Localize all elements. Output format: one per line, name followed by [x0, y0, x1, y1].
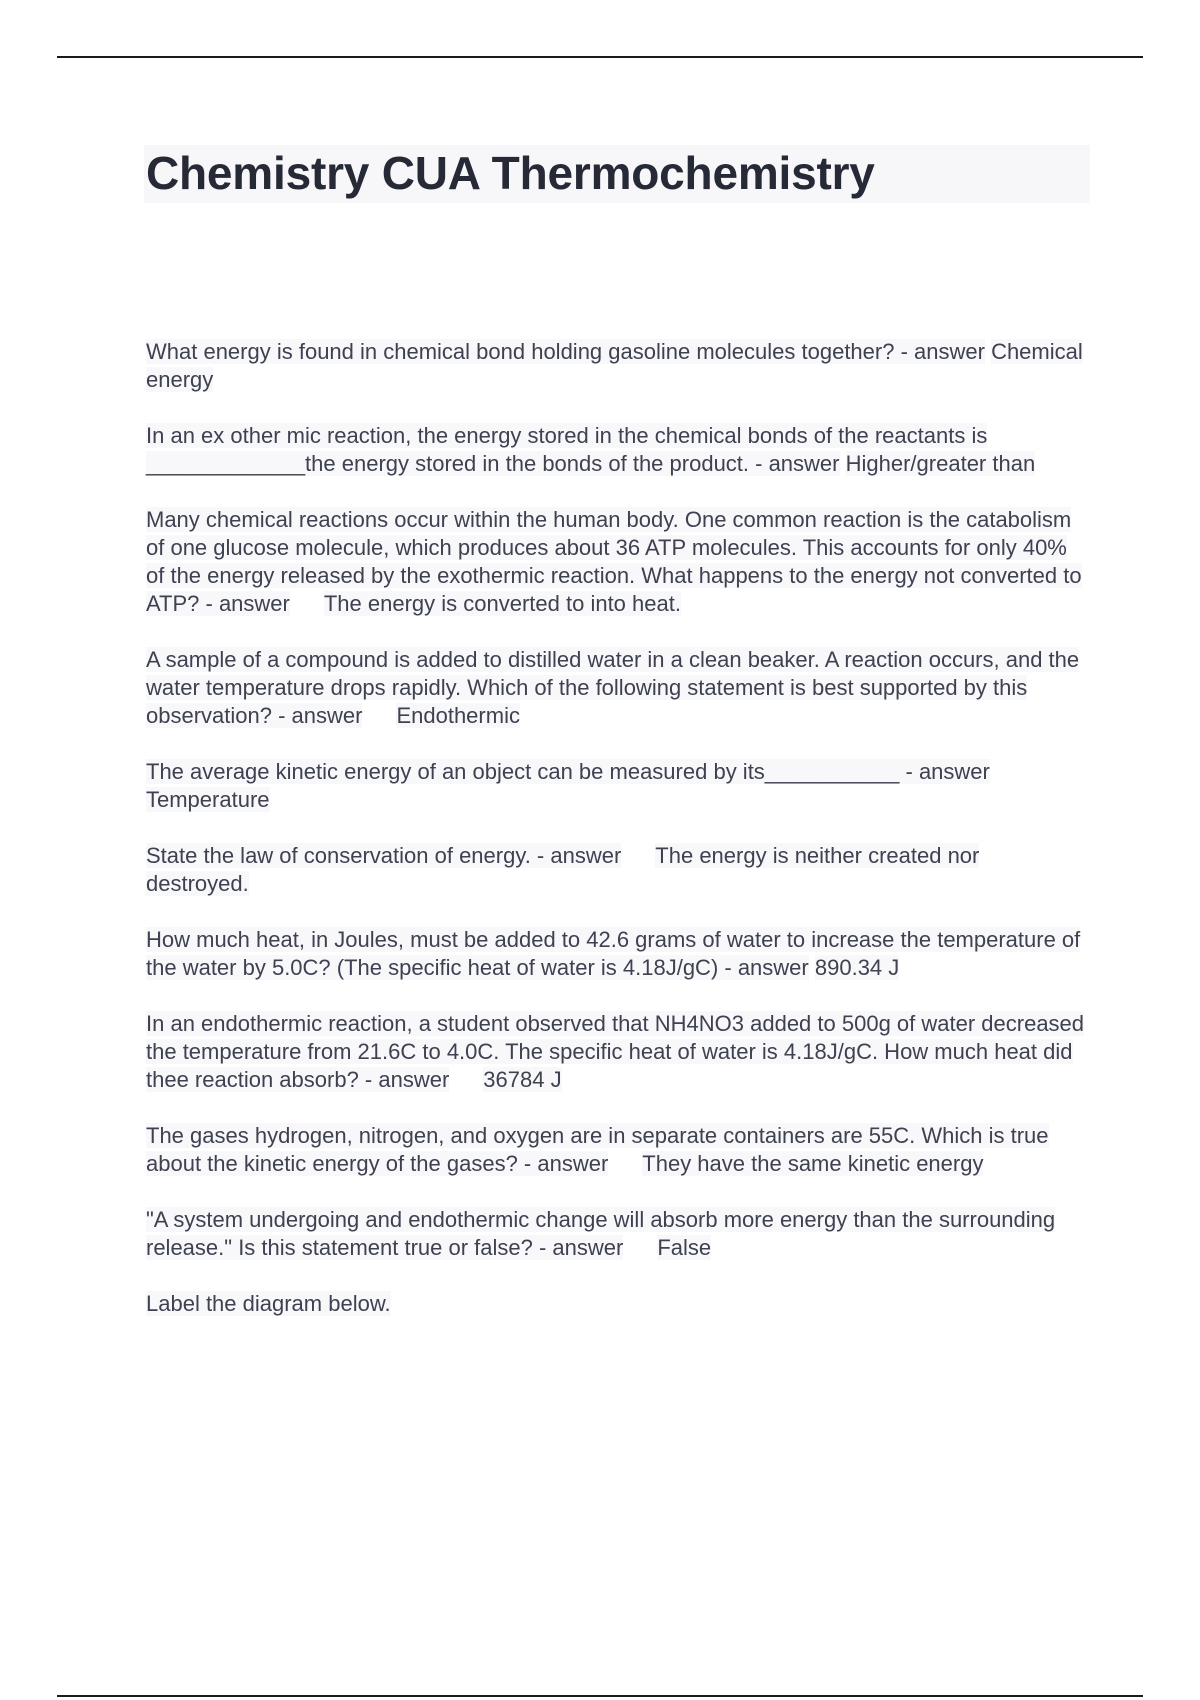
- answer-text: They have the same kinetic energy: [642, 1151, 984, 1176]
- question-text: The average kinetic energy of an object can be measured by its___________ - answer: [146, 759, 990, 784]
- qa-item-true-false: [146, 1206, 1086, 1262]
- question-text: A sample of a compound is added to distilled water in a clean beaker. A reaction occurs, and the water temperature drops rapidly. Which of the following statement is best supported by this observation? - answer: [146, 647, 1080, 728]
- qa-item-conservation-law: [146, 842, 1086, 898]
- answer-text: The energy is converted to into heat.: [323, 591, 681, 616]
- answer-text: Temperature: [146, 787, 270, 812]
- question-text: Many chemical reactions occur within the human body. One common reaction is the catabolism of one glucose molecule, which produces about 36 ATP molecules. This accounts for only 40% of the energy released by the exothermic reaction. What happens to the energy not converted to ATP? - answer: [146, 507, 1082, 616]
- qa-item-heat-calculation: [146, 926, 1086, 982]
- bottom-divider: [57, 1695, 1143, 1697]
- answer-text: 36784 J: [483, 1067, 562, 1092]
- qa-item-gas-kinetic-energy: [146, 1122, 1086, 1178]
- answer-text: The energy is neither created nor destroyed.: [146, 843, 980, 896]
- page-title: Chemistry CUA Thermochemistry: [146, 147, 875, 199]
- question-text: What energy is found in chemical bond holding gasoline molecules together? - answer: [146, 339, 985, 364]
- question-text: In an ex other mic reaction, the energy stored in the chemical bonds of the reactants is _____________the energy stored in the bonds of the product. - answer: [146, 423, 988, 476]
- answer-text: Higher/greater than: [845, 451, 1036, 476]
- answer-text: Endothermic: [396, 703, 520, 728]
- question-text: How much heat, in Joules, must be added to 42.6 grams of water to increase the temperature of the water by 5.0C? (The specific heat of water is 4.18J/gC) - answer: [146, 927, 1081, 980]
- answer-text: 890.34 J: [814, 955, 900, 980]
- top-divider: [57, 56, 1143, 58]
- diagram-prompt-text: Label the diagram below.: [146, 1291, 391, 1316]
- answer-text: Chemical energy: [146, 339, 1083, 392]
- diagram-prompt: [146, 1290, 1086, 1318]
- qa-item-chemical-energy: [146, 338, 1086, 394]
- question-text: "A system undergoing and endothermic change will absorb more energy than the surrounding release." Is this statement true or false? - answer: [146, 1207, 1056, 1260]
- question-text: State the law of conservation of energy. - answer: [146, 843, 622, 868]
- qa-item-heat-absorbed: [146, 1010, 1086, 1094]
- qa-item-endothermic-observation: [146, 646, 1086, 730]
- question-text: In an endothermic reaction, a student observed that NH4NO3 added to 500g of water decreased the temperature from 21.6C to 4.0C. The specific heat of water is 4.18J/gC. How much heat did thee reaction absorb? - answer: [146, 1011, 1085, 1092]
- qa-list: [146, 338, 1086, 1346]
- qa-item-kinetic-energy: [146, 758, 1086, 814]
- qa-item-bond-energy: [146, 422, 1086, 478]
- answer-text: False: [657, 1235, 712, 1260]
- qa-item-atp-energy: [146, 506, 1086, 618]
- question-text: The gases hydrogen, nitrogen, and oxygen are in separate containers are 55C. Which is true about the kinetic energy of the gases? - answer: [146, 1123, 1049, 1176]
